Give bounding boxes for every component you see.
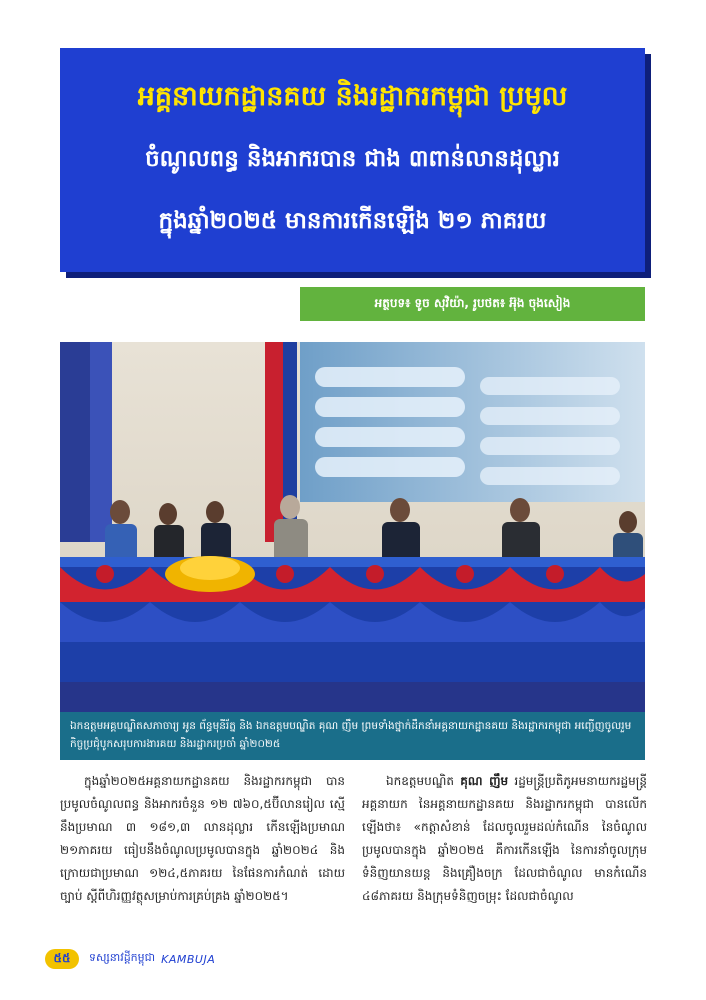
meeting-photo <box>60 342 645 712</box>
headline-banner <box>60 48 645 272</box>
body-paragraph-left: ក្នុងឆ្នាំ២០២៥អគ្គនាយកដ្ឋានគយ និងរដ្ឋាករកម្ពុជា បានប្រមូលចំណូលពន្ធ និងអាករចំនួន ១២ ៧៦០,៥ប៊ីលានរៀល ស្មើនឹងប្រមាណ ៣ ១៨១,៣ លានដុល្លារ កើនឡើងប្រមាណ ២១ភាគរយ ធៀបនឹងចំណូលប្រមូលបានក្នុង ឆ្នាំ២០២៤ និងក្រោយជាប្រមាណ ១២៤,៥ភាគរយ នៃផែនការកំណត់ ដោយច្បាប់ ស្តីពីហិរញ្ញវត្ថុសម្រាប់ការគ្រប់គ្រង ឆ្នាំ២០២៥។ <box>60 774 345 903</box>
headline-line-2: ចំណូលពន្ធ និងអាករបាន ជាង ៣ពាន់លានដុល្លារ <box>145 146 560 172</box>
body-paragraph-right <box>362 770 647 908</box>
headline-line-3: ក្នុងឆ្នាំ២០២៥ មានការកើនឡើង ២១ ភាគរយ <box>158 208 547 234</box>
magazine-name-english: KAMBUJA <box>161 952 216 966</box>
body-right-rest: រដ្ឋមន្ត្រីប្រតិភូអមនាយករដ្ឋមន្ត្រី អគ្គនាយក នៃអគ្គនាយកដ្ឋានគយ និងរដ្ឋាករកម្ពុជា បានលើកឡើងថា៖ «កត្តាសំខាន់ ដែលចូលរួមដល់កំណើន នៃចំណូលប្រមូលបានក្នុង ឆ្នាំ២០២៥ គឺការកើនឡើង នៃការនាំចូលក្រុមទំនិញយានយន្ត និងគ្រឿងចក្រ ដែលជាចំណូល មានកំណើន ៤៨ភាគរយ និងក្រុមទំនិញចម្រុះ ដែលជាចំណូល <box>362 774 647 903</box>
magazine-name-khmer: ទស្សនាវដ្តីកម្ពុជា <box>89 951 156 964</box>
headline-line-1: អគ្គនាយកដ្ឋានគយ និងរដ្ឋាករកម្ពុជា ប្រមូល <box>137 81 568 112</box>
body-right-prefix: ឯកឧត្តមបណ្ឌិត <box>386 774 461 788</box>
photo-caption: ឯកឧត្តមអគ្គបណ្ឌិតសភាចារ្យ អូន ព័ន្ធមុនីរ័ត្ន និង ឯកឧត្តមបណ្ឌិត គុណ ញឹម ព្រមទាំងថ្នាក់ដឹកនាំអគ្គនាយកដ្ឋានគយ និងរដ្ឋាករកម្ពុជា អញ្ជើញចូលរួមកិច្ចប្រជុំបូកសរុបការងារគយ និងរដ្ឋាករប្រចាំ ឆ្នាំ២០២៥ <box>60 712 645 760</box>
body-column-right <box>362 770 647 945</box>
official-name: គុណ ញឹម <box>460 774 509 788</box>
page-footer <box>45 948 345 970</box>
page-number: ៥៥ <box>45 949 79 969</box>
body-column-left <box>60 770 345 945</box>
byline: អត្ថបទ៖ ទូច សុវិយ៉ា, រូបថត៖ អ៊ុង ចុងសៀង <box>300 287 645 321</box>
